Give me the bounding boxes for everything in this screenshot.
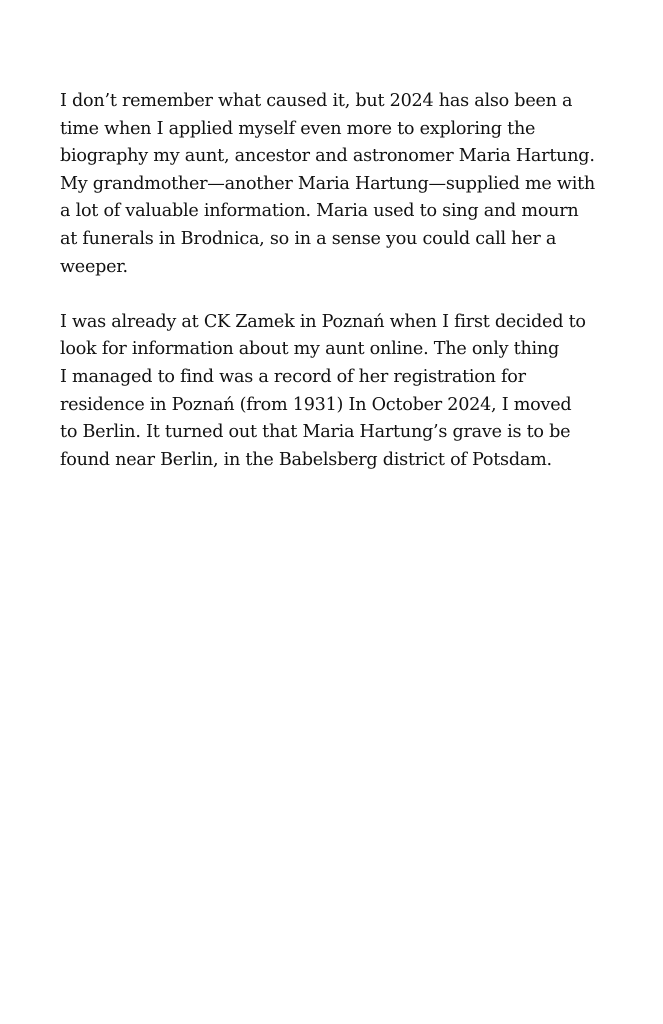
text-line: residence in Poznań (from 1931) In October 2024, I moved [60, 394, 572, 415]
text-line: look for information about my aunt online. The only thing [60, 339, 560, 360]
text-line: a lot of valuable information. Maria used to sing and mourn [60, 201, 579, 222]
paragraph-2 [60, 309, 620, 475]
text-line: to Berlin. It turned out that Maria Hartung’s grave is to be [60, 422, 571, 443]
paragraph-1 [60, 88, 620, 281]
text-line: found near Berlin, in the Babelsberg district of Potsdam. [60, 449, 552, 470]
text-line: time when I applied myself even more to exploring the [60, 118, 536, 139]
text-line: weeper. [60, 256, 128, 277]
text-line: at funerals in Brodnica, so in a sense you could call her a [60, 228, 557, 249]
text-line: biography my aunt, ancestor and astronomer Maria Hartung. [60, 146, 595, 167]
document-body [60, 88, 620, 502]
text-line: I don’t remember what caused it, but 2024 has also been a [60, 91, 573, 111]
text-line: My grandmother—another Maria Hartung—supplied me with [60, 173, 596, 194]
text-line: I managed to find was a record of her registration for [60, 366, 526, 387]
text-line: I was already at CK Zamek in Poznań when I first decided to [60, 311, 586, 332]
